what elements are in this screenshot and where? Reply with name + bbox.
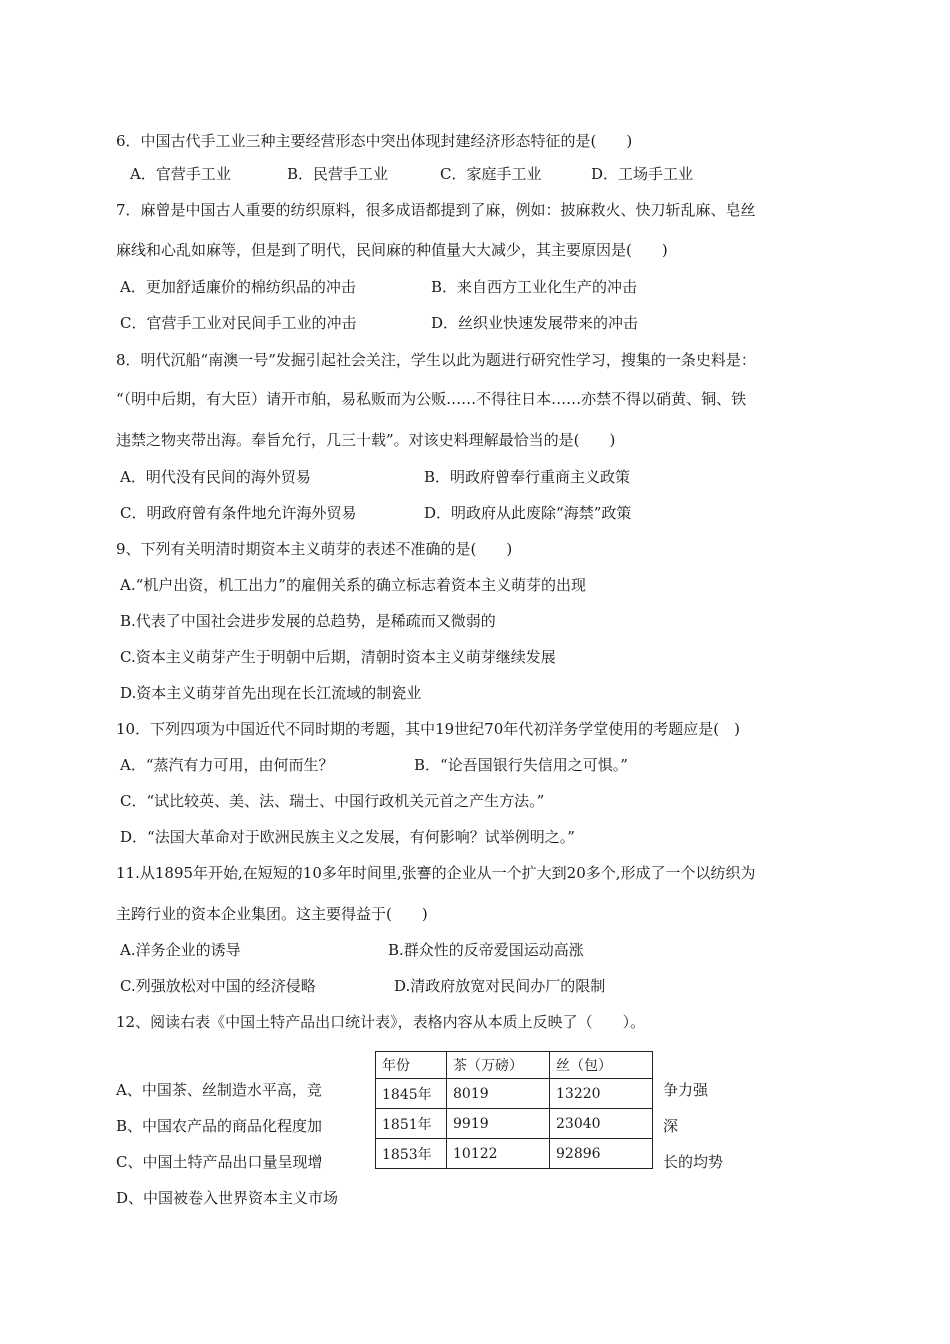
q12-option-b[interactable]: B、中国农产品的商品化程度加	[116, 1117, 323, 1135]
table-header-year: 年份	[376, 1052, 447, 1079]
q11-option-a[interactable]: A.洋务企业的诱导	[120, 941, 241, 959]
q6-option-a[interactable]: A．官营手工业	[130, 165, 231, 183]
q10-stem: 10．下列四项为中国近代不同时期的考题，其中19世纪70年代初洋务学堂使用的考题应是( )	[116, 720, 740, 738]
q6-option-d[interactable]: D．工场手工业	[591, 165, 694, 183]
q12-stem: 12、阅读右表《中国土特产品出口统计表》，表格内容从本质上反映了（ ）。	[116, 1013, 646, 1031]
table-header-tea: 茶（万磅）	[447, 1052, 550, 1079]
table-cell: 1845年	[376, 1079, 447, 1109]
q9-stem: 9、下列有关明清时期资本主义萌芽的表述不准确的是( )	[116, 540, 513, 558]
q12-option-c[interactable]: C、中国土特产品出口量呈现增	[116, 1153, 323, 1171]
q8-option-b[interactable]: B．明政府曾奉行重商主义政策	[424, 468, 631, 486]
q8-option-c[interactable]: C．明政府曾有条件地允许海外贸易	[120, 504, 357, 522]
q8-stem-line2: “（明中后期，有大臣）请开市舶，易私贩而为公贩……不得往日本……亦禁不得以硝黄、铜、铁	[116, 390, 747, 408]
q11-option-c[interactable]: C.列强放松对中国的经济侵略	[120, 977, 316, 995]
q8-option-d[interactable]: D．明政府从此废除“海禁”政策	[424, 504, 632, 522]
table-cell: 92896	[550, 1139, 653, 1169]
table-cell: 13220	[550, 1079, 653, 1109]
table-cell: 9919	[447, 1109, 550, 1139]
q12-option-b-continued: 深	[663, 1117, 679, 1135]
table-row	[376, 1139, 653, 1169]
q7-option-d[interactable]: D．丝织业快速发展带来的冲击	[431, 314, 639, 332]
table-row	[376, 1109, 653, 1139]
q9-option-b[interactable]: B.代表了中国社会进步发展的总趋势，是稀疏而又微弱的	[120, 612, 496, 630]
table-cell: 23040	[550, 1109, 653, 1139]
q10-option-c[interactable]: C．“试比较英、美、法、瑞士、中国行政机关元首之产生方法。”	[120, 792, 545, 810]
q7-stem-line2: 麻线和心乱如麻等，但是到了明代，民间麻的种值量大大减少，其主要原因是( )	[116, 241, 668, 259]
table-cell: 1851年	[376, 1109, 447, 1139]
q7-option-a[interactable]: A．更加舒适廉价的棉纺织品的冲击	[120, 278, 356, 296]
q10-option-d[interactable]: D．“法国大革命对于欧洲民族主义之发展，有何影响？试举例明之。”	[120, 828, 575, 846]
q7-option-c[interactable]: C．官营手工业对民间手工业的冲击	[120, 314, 357, 332]
q6-stem: 6．中国古代手工业三种主要经营形态中突出体现封建经济形态特征的是( )	[116, 132, 633, 150]
table-cell: 10122	[447, 1139, 550, 1169]
q11-option-d[interactable]: D.清政府放宽对民间办厂的限制	[394, 977, 606, 995]
q9-option-c[interactable]: C.资本主义萌芽产生于明朝中后期，清朝时资本主义萌芽继续发展	[120, 648, 556, 666]
q8-stem-line1: 8．明代沉船“南澳一号”发掘引起社会关注，学生以此为题进行研究性学习，搜集的一条史料是：	[116, 351, 756, 369]
table-header-row	[376, 1052, 653, 1079]
q11-option-b[interactable]: B.群众性的反帝爱国运动高涨	[388, 941, 584, 959]
q12-option-c-continued: 长的均势	[663, 1153, 724, 1171]
q8-stem-line3: 违禁之物夹带出海。奉旨允行，几三十载”。对该史料理解最恰当的是( )	[116, 431, 616, 449]
table-cell: 8019	[447, 1079, 550, 1109]
q6-option-b[interactable]: B．民营手工业	[287, 165, 389, 183]
q9-option-a[interactable]: A.“机户出资，机工出力”的雇佣关系的确立标志着资本主义萌芽的出现	[120, 576, 586, 594]
q6-option-c[interactable]: C．家庭手工业	[440, 165, 542, 183]
q11-stem-line2: 主跨行业的资本企业集团。这主要得益于( )	[116, 905, 428, 923]
q10-option-a[interactable]: A．“蒸汽有力可用，由何而生？	[120, 756, 334, 774]
export-stats-table	[375, 1051, 653, 1169]
table-header-silk: 丝（包）	[550, 1052, 653, 1079]
q7-stem-line1: 7．麻曾是中国古人重要的纺织原料，很多成语都提到了麻，例如：披麻救火、快刀斩乱麻、皂丝	[116, 201, 756, 219]
q8-option-a[interactable]: A．明代没有民间的海外贸易	[120, 468, 311, 486]
q12-option-a[interactable]: A、中国茶、丝制造水平高，竞	[116, 1081, 322, 1099]
q10-option-b[interactable]: B．“论吾国银行失信用之可惧。”	[414, 756, 628, 774]
q11-stem-line1: 11.从1895年开始,在短短的10多年时间里,张謇的企业从一个扩大到20多个,形成了一个以纺织为	[116, 864, 756, 882]
q12-option-d[interactable]: D、中国被卷入世界资本主义市场	[116, 1189, 339, 1207]
table-cell: 1853年	[376, 1139, 447, 1169]
q9-option-d[interactable]: D.资本主义萌芽首先出现在长江流域的制瓷业	[120, 684, 422, 702]
q7-option-b[interactable]: B．来自西方工业化生产的冲击	[431, 278, 638, 296]
table-row	[376, 1079, 653, 1109]
q12-option-a-continued: 争力强	[663, 1081, 709, 1099]
